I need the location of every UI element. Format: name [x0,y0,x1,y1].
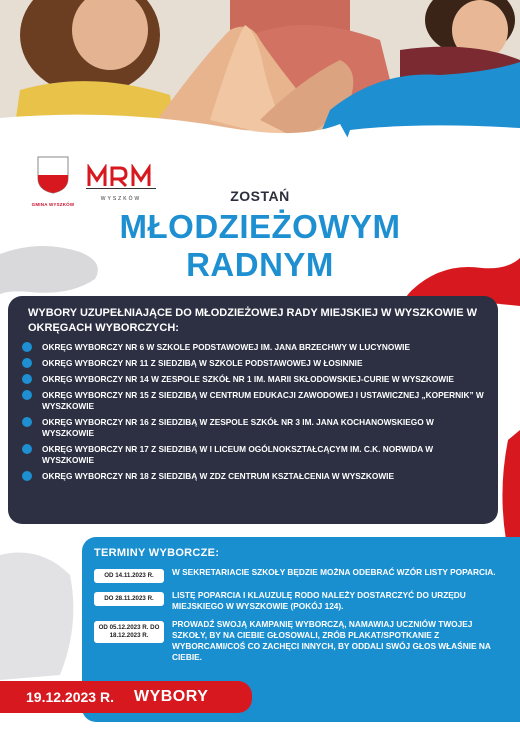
districts-panel [8,296,498,524]
mrm-logo-caption: WYSZKÓW [100,196,142,202]
bullet-icon [22,417,32,427]
district-item [22,471,484,482]
bullet-icon [22,444,32,454]
district-text: OKRĘG WYBORCZY NR 11 Z SIEDZIBĄ W SZKOLE PODSTAWOWEJ W ŁOSINNIE [42,358,363,368]
election-day-bar [0,681,252,713]
title-small: ZOSTAŃ [230,188,290,204]
term-row [94,590,508,612]
district-text: OKRĘG WYBORCZY NR 18 Z SIEDZIBĄ W ZDZ CENTRUM KSZTAŁCENIA W WYSZKOWIE [42,471,394,481]
district-text: OKRĘG WYBORCZY NR 17 Z SIEDZIBĄ W I LICEUM OGÓLNOKSZTAŁCĄCYM IM. C.K. NORWIDA W WYSZKOWIE [42,444,434,465]
term-date-badge: DO 28.11.2023 R. [94,592,164,606]
district-text: OKRĘG WYBORCZY NR 14 W ZESPOLE SZKÓŁ NR 1 IM. MARII SKŁODOWSKIEJ-CURIE W WYSZKOWIE [42,374,454,384]
district-item [22,417,484,439]
term-row [94,567,508,583]
mrm-mark-icon [86,164,156,190]
bottom-strip [0,722,520,735]
district-text: OKRĘG WYBORCZY NR 6 W SZKOLE PODSTAWOWEJ IM. JANA BRZECHWY W LUCYNOWIE [42,342,410,352]
election-date: 19.12.2023 R. [26,689,114,705]
left-gray-brush-decoration [0,234,110,304]
district-item [22,390,484,412]
hero-photo [0,0,520,160]
district-text: OKRĘG WYBORCZY NR 16 Z SIEDZIBĄ W ZESPOLE SZKÓŁ NR 3 IM. JANA KOCHANOWSKIEGO W WYSZKOWIE [42,417,434,438]
bullet-icon [22,390,32,400]
term-row [94,619,508,663]
term-text: W SEKRETARIACIE SZKOŁY BĘDZIE MOŻNA ODEBRAĆ WZÓR LISTY POPARCIA. [172,567,496,577]
bullet-icon [22,471,32,481]
bullet-icon [22,358,32,368]
term-text: LISTĘ POPARCIA I KLAUZULĘ RODO NALEŻY DOSTARCZYĆ DO URZĘDU MIEJSKIEGO W WYSZKOWIE (POKÓJ 124). [172,590,466,611]
district-item [22,374,484,385]
bullet-icon [22,374,32,384]
district-item [22,342,484,353]
terms-heading: TERMINY WYBORCZE: [94,547,220,559]
title-line-2: RADNYM [186,246,334,283]
district-item [22,358,484,369]
term-date-badge: OD 14.11.2023 R. [94,569,164,583]
gmina-logo-caption: GMINA WYSZKÓW [31,202,75,207]
district-text: OKRĘG WYBORCZY NR 15 Z SIEDZIBĄ W CENTRUM EDUKACJI ZAWODOWEJ I USTAWICZNEJ „KOPERNIK” W WYSZKOWIE [42,390,484,411]
title-line-1: MŁODZIEŻOWYM [119,208,401,245]
right-red-side-decoration [498,430,520,550]
left-gray-bottom-decoration [0,545,80,680]
districts-list [22,342,484,482]
district-item [22,444,484,466]
term-date-badge: OD 05.12.2023 R. DO 18.12.2023 R. [94,621,164,643]
term-text: PROWADŹ SWOJĄ KAMPANIĘ WYBORCZĄ, NAMAWIAJ UCZNIÓW TWOJEJ SZKOŁY, BY NA CIEBIE GŁOSOWALI, ZRÓB PLAKAT/SPOTKANIE Z WYBORCAMI/COŚ CO ZACHĘCI INNYCH, BY ODDALI SWÓJ GŁOS WŁAŚNIE NA CIEBIE. [172,619,491,662]
bullet-icon [22,342,32,352]
election-label: WYBORY [133,688,209,705]
districts-heading: WYBORY UZUPEŁNIAJĄCE DO MŁODZIEŻOWEJ RADY MIEJSKIEJ W WYSZKOWIE W OKRĘGACH WYBORCZYCH: [28,307,477,334]
hero-hands-illustration [0,0,520,160]
